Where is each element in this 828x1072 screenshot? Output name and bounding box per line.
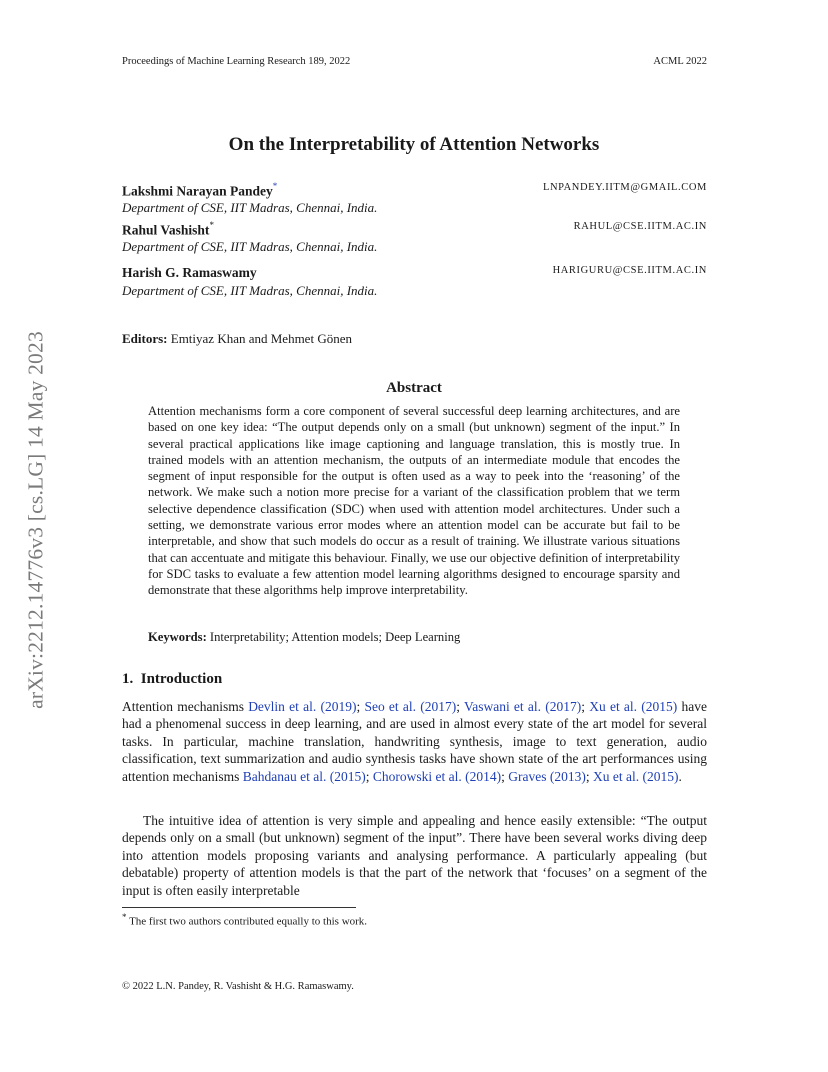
author-name: Lakshmi Narayan Pandey (122, 183, 273, 199)
body-text: ; (356, 699, 365, 714)
copyright-footer: © 2022 L.N. Pandey, R. Vashisht & H.G. Ramaswamy. (122, 981, 354, 992)
footnote-rule (122, 907, 356, 908)
body-text: ; (501, 768, 509, 784)
citation-link[interactable]: Chorowski et al. (2014) (372, 768, 502, 784)
body-text: . (678, 768, 682, 784)
citation-link[interactable]: Graves (2013) (508, 768, 586, 784)
footnote (122, 912, 367, 928)
editors-label: Editors: (122, 331, 168, 346)
citation-link[interactable]: Xu et al. (2015) (592, 768, 679, 784)
author-block (122, 220, 707, 255)
paper-title: On the Interpretability of Attention Networks (228, 134, 600, 155)
citation-link[interactable]: Xu et al. (2015) (589, 699, 678, 714)
keywords-line (148, 630, 460, 645)
body-text: ; (585, 768, 593, 784)
citation-link[interactable]: Devlin et al. (2019) (248, 699, 357, 714)
body-text: ; (365, 768, 373, 784)
citation-link[interactable]: Seo et al. (2017) (364, 699, 457, 714)
footnote-text: The first two authors contributed equally to this work. (129, 915, 368, 928)
body-text: ; (456, 699, 464, 714)
author-footnote-mark[interactable]: * (272, 181, 278, 191)
author-affiliation: Department of CSE, IIT Madras, Chennai, India. (122, 239, 378, 254)
running-header-venue: Proceedings of Machine Learning Research 189, 2022 (122, 56, 351, 67)
citation-link[interactable]: Vaswani et al. (2017) (463, 699, 582, 714)
author-name: Rahul Vashisht (122, 222, 210, 238)
editors-line (122, 331, 352, 347)
keywords-list: Interpretability; Attention models; Deep Learning (209, 630, 461, 644)
author-affiliation: Department of CSE, IIT Madras, Chennai, India. (122, 200, 378, 215)
section-number: 1. (122, 671, 134, 687)
author-block (122, 181, 707, 216)
section-title: Introduction (140, 671, 223, 687)
intro-paragraph (122, 698, 707, 785)
author-name: Harish G. Ramaswamy (122, 265, 257, 280)
section-heading (122, 671, 222, 688)
author-block (122, 264, 707, 299)
citation-link[interactable]: Bahdanau et al. (2015) (242, 768, 366, 784)
body-text: Attention mechanisms (122, 699, 249, 714)
author-email: HARIGURU@CSE.IITM.AC.IN (552, 265, 707, 276)
keywords-label: Keywords: (148, 630, 207, 644)
editors-names: Emtiyaz Khan and Mehmet Gönen (170, 331, 352, 346)
author-footnote-mark: * (209, 220, 214, 230)
body-text: ; (581, 699, 590, 714)
intro-paragraph: The intuitive idea of attention is very simple and appealing and hence easily extensible: “The output depends only on a small (but unknown) segment of the input”. There have been several works diving deep into attention models proposing variants and analysing performance. A particularly appealing (but debatable) property of attention models is that the part of the network that ‘focuses’ on a segment of the input is often easily interpretable (122, 813, 707, 898)
author-email: LNPANDEY.IITM@GMAIL.COM (542, 182, 707, 193)
abstract-heading: Abstract (386, 380, 442, 396)
arxiv-identifier-stamp: arXiv:2212.14776v3 [cs.LG] 14 May 2023 (23, 331, 48, 709)
author-affiliation: Department of CSE, IIT Madras, Chennai, India. (122, 283, 378, 298)
body-text: have had a phenomenal success in deep learning, and are used in almost every state of the art model for several tasks. In particular, machine translation, handwriting synthesis, image to text generation, audio classification, text summarization and audio synthesis tasks have shown state of the art performances using attention mechanisms (122, 699, 707, 784)
author-email: RAHUL@CSE.IITM.AC.IN (573, 221, 707, 232)
abstract-text: Attention mechanisms form a core component of several successful deep learning architectures, and are based on one key idea: “The output depends only on a small (but unknown) segment of the input.” In several practical applications like image captioning and language translation, this is mostly true. In trained models with an attention mechanism, the outputs of an intermediate module that encodes the segment of input responsible for the output is often used as a way to peek into the ‘reasoning’ of the network. We make such a notion more precise for a variant of the classification problem that we term selective dependence classification (SDC) when used with attention model architectures. Under such a setting, we demonstrate various error modes where an attention model can be accurate but fail to be interpretable, and show that such models do occur as a result of training. We illustrate various situations that can accentuate and mitigate this behaviour. Finally, we use our objective definition of interpretability for SDC tasks to evaluate a few attention model learning algorithms designed to encourage sparsity and demonstrate that these algorithms help improve interpretability. (148, 404, 680, 598)
footnote-mark: * (122, 912, 127, 922)
running-header-conference: ACML 2022 (653, 56, 707, 67)
